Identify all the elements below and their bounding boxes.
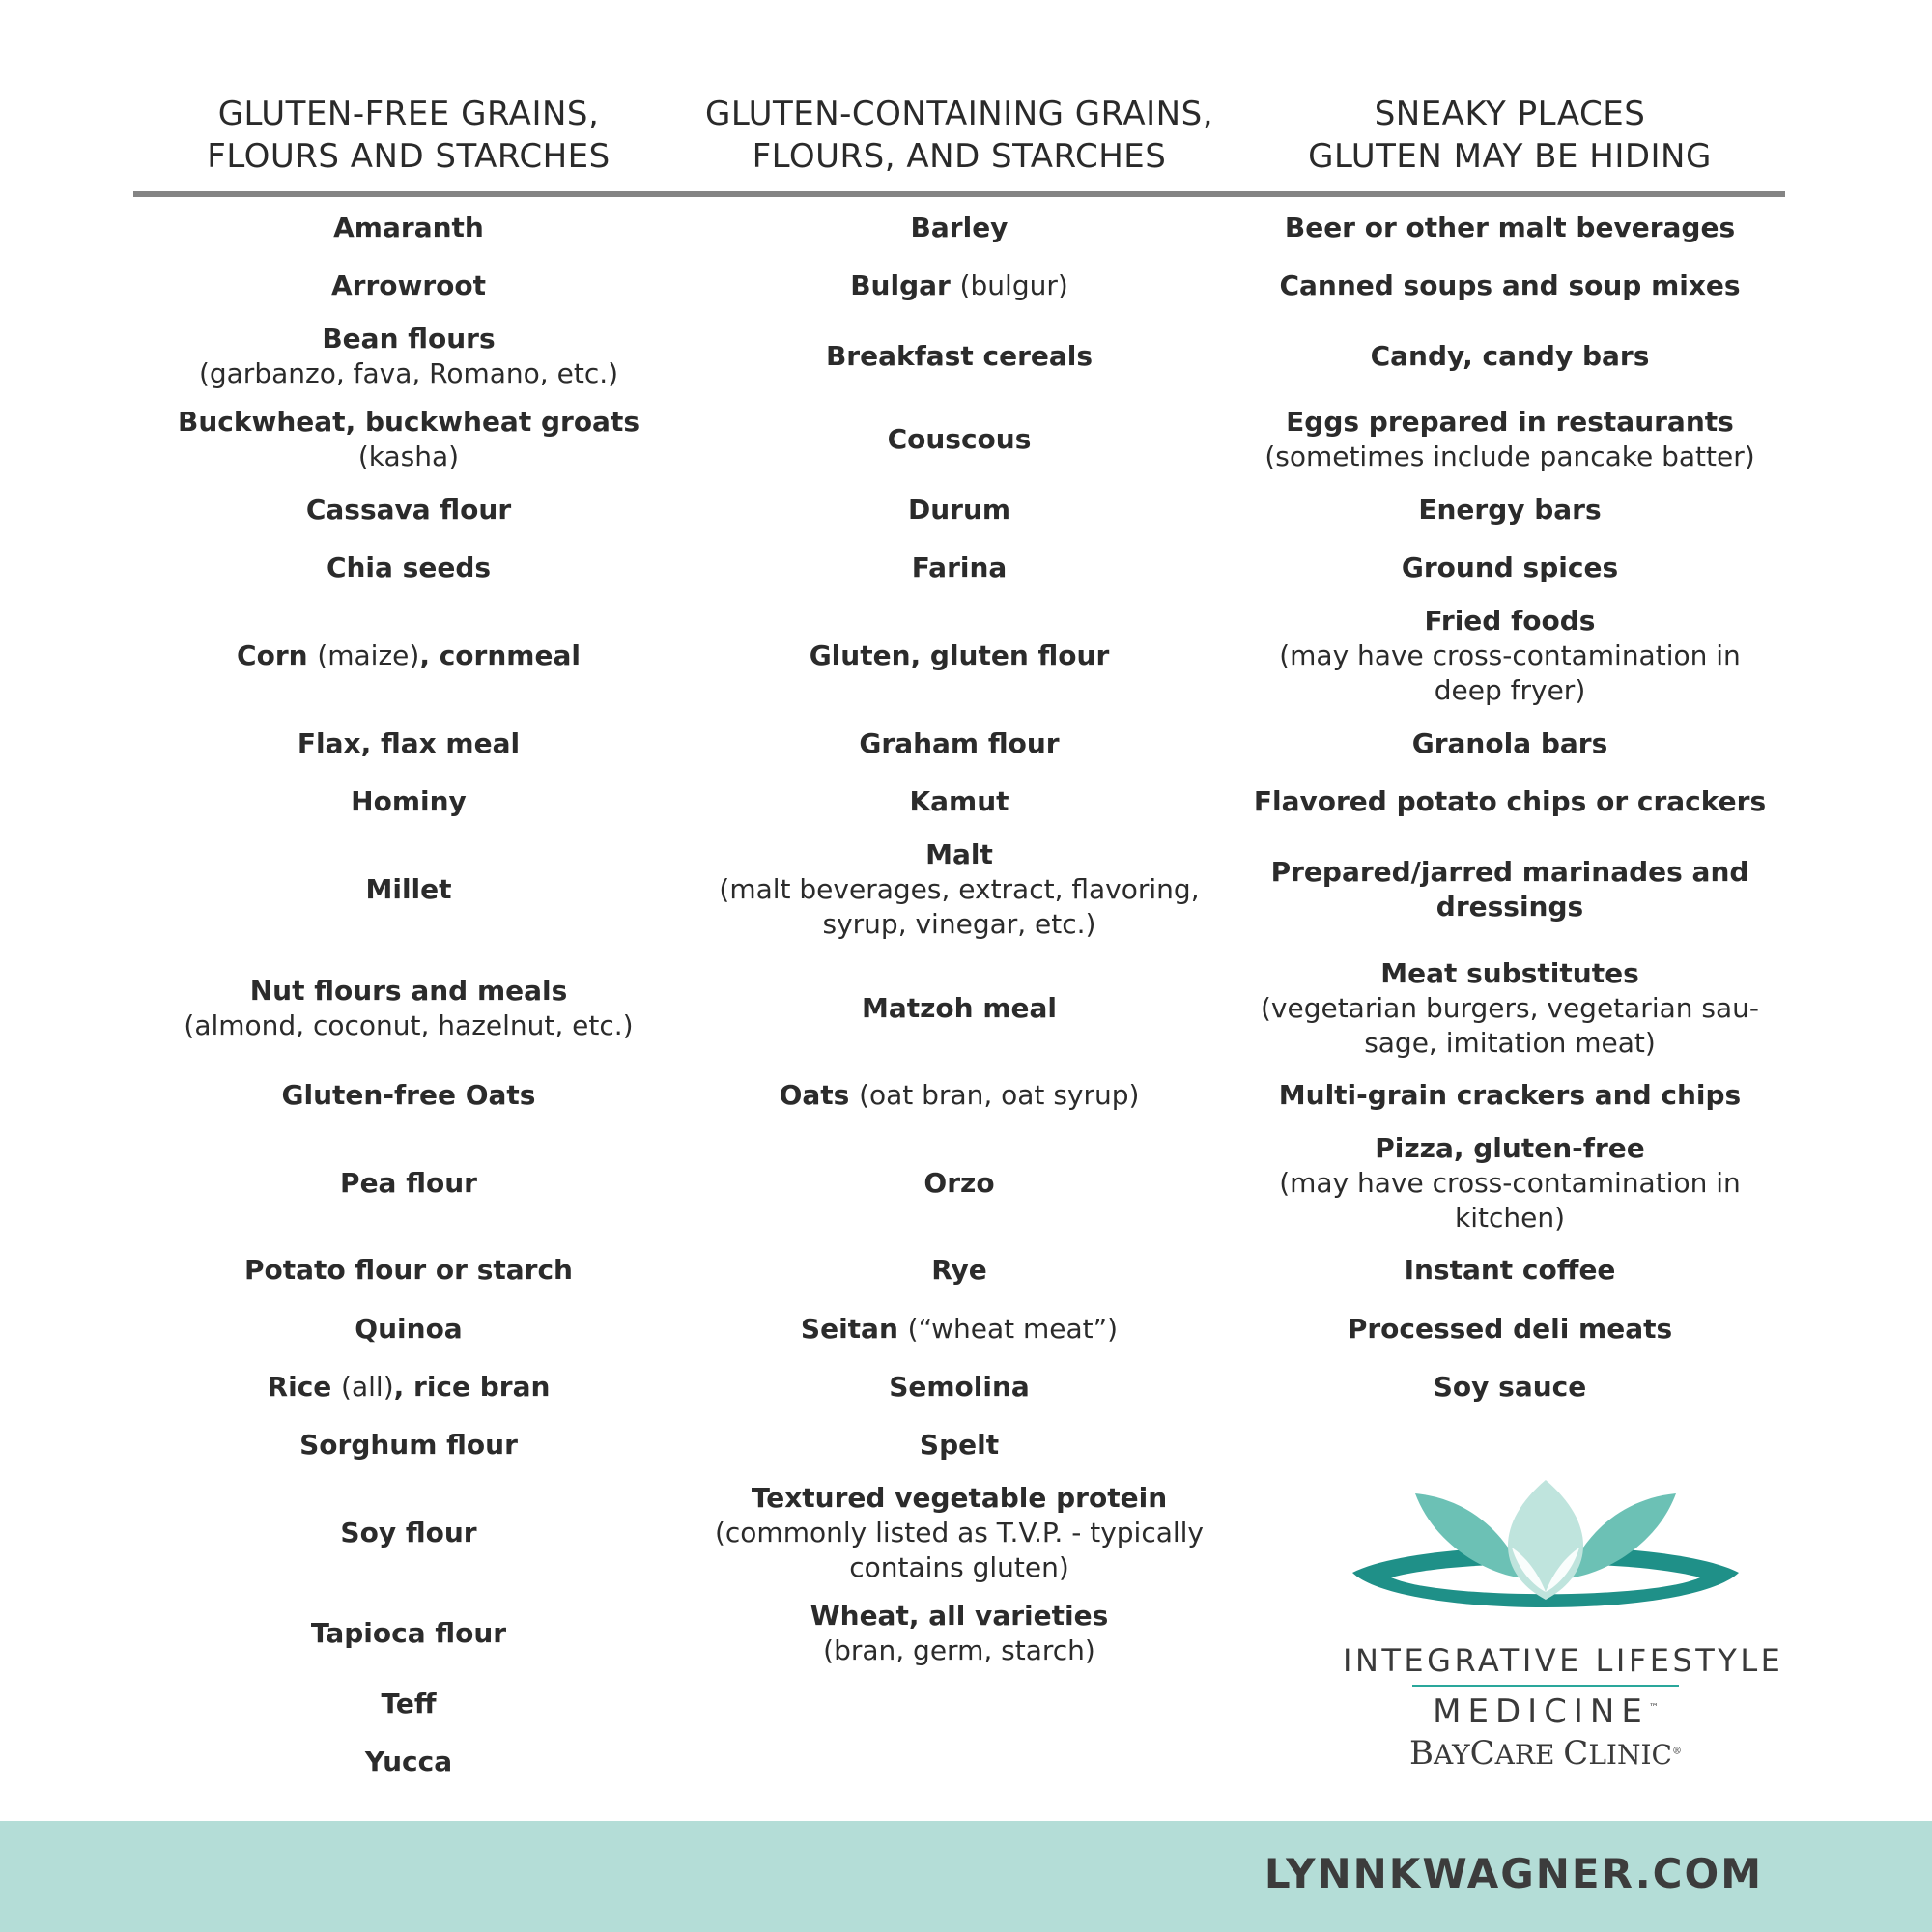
item-text-bold: Potato flour or starch: [244, 1254, 573, 1286]
item-line: [355, 1312, 462, 1347]
item-text-bold: Amaranth: [333, 212, 484, 243]
item-text-bold: Chia seeds: [326, 552, 492, 583]
item-line: [1264, 440, 1754, 474]
gluten-free-item: [133, 974, 684, 1043]
item-line: [1371, 339, 1650, 374]
item-text-note: deep fryer): [1434, 674, 1586, 706]
item-line: [1455, 1201, 1565, 1236]
item-line: [823, 1634, 1095, 1668]
item-line: [1412, 726, 1608, 761]
item-line: [780, 1078, 1140, 1113]
item-text-bold: Flavored potato chips or crackers: [1253, 785, 1767, 817]
item-line: [1271, 855, 1749, 890]
item-text-bold: Millet: [365, 873, 452, 905]
item-text-bold: Durum: [907, 494, 1011, 526]
item-line: [1279, 269, 1740, 303]
gluten-containing-item: [684, 269, 1235, 303]
item-text-note: (vegetarian burgers, vegetarian sau-: [1260, 992, 1760, 1024]
item-line: [889, 1370, 1030, 1405]
item-text-bold: Processed deli meats: [1347, 1313, 1673, 1345]
item-text-note: (kasha): [357, 440, 460, 472]
gluten-containing-item: [684, 838, 1235, 942]
item-text-bold: Semolina: [889, 1371, 1030, 1403]
logo-line-baycare-clinic: BAYCARE CLINIC®: [1409, 1734, 1682, 1773]
item-line: [306, 493, 511, 527]
item-text-bold: Bulgar: [850, 270, 960, 301]
item-text-bold: Tapioca flour: [310, 1617, 507, 1649]
item-line: [365, 872, 451, 907]
item-line: [862, 991, 1057, 1026]
gluten-free-item: [133, 551, 684, 585]
item-line: [1285, 211, 1735, 245]
item-line: [920, 1428, 999, 1463]
item-text-bold: Multi-grain crackers and chips: [1278, 1079, 1742, 1111]
item-text-note: syrup, vinegar, etc.): [822, 908, 1096, 940]
item-line: [237, 639, 581, 673]
gluten-free-item: [133, 872, 684, 907]
item-line: [1375, 1131, 1644, 1166]
item-text-bold: Beer or other malt beverages: [1284, 212, 1736, 243]
item-line: [912, 551, 1008, 585]
gluten-containing-item: [684, 1481, 1235, 1585]
gluten-free-item: [133, 1253, 684, 1288]
gluten-containing-item: [684, 551, 1235, 585]
item-line: [244, 1253, 573, 1288]
item-text-note: kitchen): [1454, 1202, 1565, 1234]
sneaky-places-item: [1235, 855, 1785, 924]
item-text-bold: Wheat, all varieties: [810, 1600, 1109, 1632]
gluten-free-item: [133, 493, 684, 527]
item-text-bold: Energy bars: [1418, 494, 1602, 526]
item-text-bold: Sorghum flour: [299, 1429, 518, 1461]
item-line: [719, 872, 1199, 907]
item-line: [340, 1516, 476, 1550]
gluten-containing-item: [684, 422, 1235, 457]
item-text-bold: Nut flours and meals: [249, 975, 568, 1007]
item-text-note: (“wheat meat”): [907, 1313, 1119, 1345]
item-text-bold: Canned soups and soup mixes: [1279, 270, 1741, 301]
gluten-free-item: [133, 1516, 684, 1550]
item-line: [909, 784, 1009, 819]
item-text-note: (bran, germ, starch): [823, 1634, 1095, 1666]
sneaky-places-item: [1235, 604, 1785, 708]
item-line: [298, 726, 520, 761]
item-text-bold: Barley: [910, 212, 1009, 243]
sneaky-places-item: [1235, 493, 1785, 527]
item-line: [923, 1166, 994, 1201]
integrative-lifestyle-medicine-logo: [1343, 1478, 1784, 1773]
item-line: [849, 1550, 1069, 1585]
item-line: [331, 269, 486, 303]
item-line: [1261, 991, 1759, 1026]
item-text-bold: Instant coffee: [1404, 1254, 1616, 1286]
item-line: [311, 1616, 506, 1651]
item-text-bold: Teff: [381, 1688, 437, 1719]
gluten-free-item: [133, 211, 684, 245]
item-text-bold: Rye: [931, 1254, 987, 1286]
gluten-containing-item: [684, 211, 1235, 245]
item-line: [1279, 639, 1741, 673]
gluten-free-item: [133, 1312, 684, 1347]
item-line: [715, 1516, 1204, 1550]
item-line: [1380, 956, 1639, 991]
gluten-free-item: [133, 322, 684, 391]
item-text-bold: Seitan: [800, 1313, 908, 1345]
gluten-free-item: [133, 1745, 684, 1779]
item-line: [381, 1687, 436, 1721]
item-text-note: (bulgur): [959, 270, 1068, 301]
sneaky-places-item: [1235, 405, 1785, 474]
item-line: [810, 1599, 1109, 1634]
gluten-containing-item: [684, 1312, 1235, 1347]
item-text-bold: Soy sauce: [1433, 1371, 1587, 1403]
item-line: [1364, 1026, 1656, 1061]
sneaky-places-item: [1235, 211, 1785, 245]
item-text-bold: Rice: [267, 1371, 342, 1403]
gluten-free-item: [133, 639, 684, 673]
item-line: [1434, 1370, 1586, 1405]
gluten-free-item: [133, 1370, 684, 1405]
item-text-bold: Granola bars: [1411, 727, 1608, 759]
gluten-free-item: [133, 1616, 684, 1651]
item-text-bold: Kamut: [909, 785, 1009, 817]
logo-underline: [1412, 1685, 1679, 1687]
gluten-containing-item: [684, 339, 1235, 374]
item-line: [322, 322, 495, 356]
item-text-note: (garbanzo, fava, Romano, etc.): [198, 357, 619, 389]
item-text-bold: Hominy: [351, 785, 467, 817]
gluten-free-item: [133, 269, 684, 303]
item-line: [250, 974, 568, 1009]
gluten-free-item: [133, 784, 684, 819]
item-text-note: (malt beverages, extract, flavoring,: [719, 873, 1200, 905]
item-line: [199, 356, 618, 391]
item-text-note: (sometimes include pancake batter): [1264, 440, 1755, 472]
sneaky-places-item: [1235, 339, 1785, 374]
gluten-free-item: [133, 726, 684, 761]
gluten-containing-item: [684, 1428, 1235, 1463]
gluten-containing-item: [684, 1599, 1235, 1668]
item-line: [1254, 784, 1766, 819]
item-line: [358, 440, 459, 474]
item-line: [752, 1481, 1167, 1516]
item-line: [925, 838, 993, 872]
item-text-bold: Prepared/jarred marinades and: [1270, 856, 1749, 888]
item-text-bold: Orzo: [923, 1167, 995, 1199]
gluten-free-item: [133, 1078, 684, 1113]
item-text-note: (may have cross-contamination in: [1279, 639, 1741, 671]
item-text-bold: Candy, candy bars: [1370, 340, 1650, 372]
item-text-bold: Soy flour: [340, 1517, 477, 1548]
item-text-note: (all): [341, 1371, 394, 1403]
gluten-free-item: [133, 405, 684, 474]
item-line: [810, 639, 1110, 673]
item-text-bold: Couscous: [887, 423, 1032, 455]
header-divider: [133, 191, 1785, 197]
item-line: [931, 1253, 987, 1288]
gluten-containing-item: [684, 784, 1235, 819]
gluten-containing-item: [684, 639, 1235, 673]
item-text-note: sage, imitation meat): [1364, 1027, 1656, 1059]
gluten-containing-item: [684, 991, 1235, 1026]
item-line: [859, 726, 1059, 761]
item-text-bold: Textured vegetable protein: [751, 1482, 1168, 1514]
item-text-bold: Arrowroot: [330, 270, 487, 301]
item-text-bold: Oats: [779, 1079, 860, 1111]
sneaky-places-item: [1235, 269, 1785, 303]
sneaky-places-item: [1235, 551, 1785, 585]
item-line: [327, 551, 491, 585]
lotus-icon: [1343, 1478, 1748, 1637]
sneaky-places-item: [1235, 784, 1785, 819]
item-text-note: (oat bran, oat syrup): [859, 1079, 1140, 1111]
item-text-bold: Gluten-free Oats: [281, 1079, 536, 1111]
item-text-bold: Yucca: [364, 1746, 453, 1777]
item-line: [1436, 890, 1583, 924]
sneaky-places-item: [1235, 726, 1785, 761]
item-line: [1435, 673, 1586, 708]
item-text-bold: Pea flour: [340, 1167, 477, 1199]
item-text-bold: , rice bran: [393, 1371, 551, 1403]
item-line: [1418, 493, 1601, 527]
item-line: [1405, 1253, 1616, 1288]
item-text-note: (may have cross-contamination in: [1279, 1167, 1741, 1199]
item-line: [1425, 604, 1596, 639]
item-text-bold: Spelt: [919, 1429, 1000, 1461]
item-line: [178, 405, 639, 440]
item-text-bold: Eggs prepared in restaurants: [1286, 406, 1734, 438]
item-line: [908, 493, 1010, 527]
gluten-containing-item: [684, 1253, 1235, 1288]
item-text-bold: Ground spices: [1401, 552, 1619, 583]
gluten-containing-item: [684, 1166, 1235, 1201]
item-line: [282, 1078, 536, 1113]
item-line: [850, 269, 1068, 303]
item-text-bold: , cornmeal: [419, 639, 581, 671]
logo-line-integrative-lifestyle: INTEGRATIVE LIFESTYLE: [1343, 1642, 1784, 1679]
gluten-free-item: [133, 1166, 684, 1201]
item-text-bold: Pizza, gluten-free: [1375, 1132, 1645, 1164]
sneaky-places-item: [1235, 1370, 1785, 1405]
item-line: [1286, 405, 1734, 440]
column-header-gluten-containing: GLUTEN-CONTAINING GRAINS, FLOURS, AND STARCHES: [704, 95, 1214, 176]
footer-website: LYNNKWAGNER.COM: [1264, 1850, 1763, 1897]
item-line: [1348, 1312, 1672, 1347]
item-text-bold: Meat substitutes: [1380, 957, 1639, 989]
gluten-containing-item: [684, 1078, 1235, 1113]
item-text-note: (commonly listed as T.V.P. - typically: [714, 1517, 1205, 1548]
sneaky-places-item: [1235, 1131, 1785, 1236]
item-line: [801, 1312, 1118, 1347]
item-line: [268, 1370, 551, 1405]
item-line: [365, 1745, 452, 1779]
sneaky-places-item: [1235, 956, 1785, 1061]
item-text-bold: Graham flour: [859, 727, 1060, 759]
footer-bar: [0, 1821, 1932, 1932]
column-header-sneaky-places: SNEAKY PLACES GLUTEN MAY BE HIDING: [1308, 95, 1712, 176]
item-line: [826, 339, 1093, 374]
item-line: [911, 211, 1009, 245]
sneaky-places-item: [1235, 1312, 1785, 1347]
column-header-gluten-free: GLUTEN-FREE GRAINS, FLOURS AND STARCHES: [207, 95, 611, 176]
gluten-containing-item: [684, 726, 1235, 761]
item-line: [1279, 1078, 1741, 1113]
item-text-bold: Farina: [911, 552, 1008, 583]
item-line: [1279, 1166, 1741, 1201]
item-text-bold: Bean flours: [322, 323, 496, 355]
item-text-bold: dressings: [1435, 891, 1584, 923]
item-text-bold: Flax, flax meal: [297, 727, 521, 759]
gluten-containing-item: [684, 493, 1235, 527]
item-line: [888, 422, 1032, 457]
item-text-bold: Quinoa: [355, 1313, 463, 1345]
item-text-note: contains gluten): [849, 1551, 1069, 1583]
item-text-bold: Corn: [237, 639, 318, 671]
item-text-bold: Gluten, gluten flour: [809, 639, 1110, 671]
item-line: [299, 1428, 518, 1463]
item-text-note: (almond, coconut, hazelnut, etc.): [184, 1009, 634, 1041]
item-line: [351, 784, 467, 819]
sneaky-places-item: [1235, 1253, 1785, 1288]
gluten-free-item: [133, 1428, 684, 1463]
gluten-containing-item: [684, 1370, 1235, 1405]
item-text-bold: Malt: [925, 838, 993, 870]
item-line: [333, 211, 484, 245]
item-text-bold: Matzoh meal: [861, 992, 1057, 1024]
item-text-bold: Cassava flour: [305, 494, 512, 526]
item-text-note: (maize): [317, 639, 420, 671]
item-text-bold: Buckwheat, buckwheat groats: [178, 406, 639, 438]
item-line: [823, 907, 1096, 942]
item-line: [1402, 551, 1618, 585]
logo-line-medicine: MEDICINE™: [1433, 1692, 1659, 1731]
item-text-bold: Breakfast cereals: [825, 340, 1094, 372]
item-line: [340, 1166, 477, 1201]
sneaky-places-item: [1235, 1078, 1785, 1113]
item-line: [184, 1009, 633, 1043]
item-text-bold: Fried foods: [1424, 605, 1596, 637]
gluten-free-item: [133, 1687, 684, 1721]
